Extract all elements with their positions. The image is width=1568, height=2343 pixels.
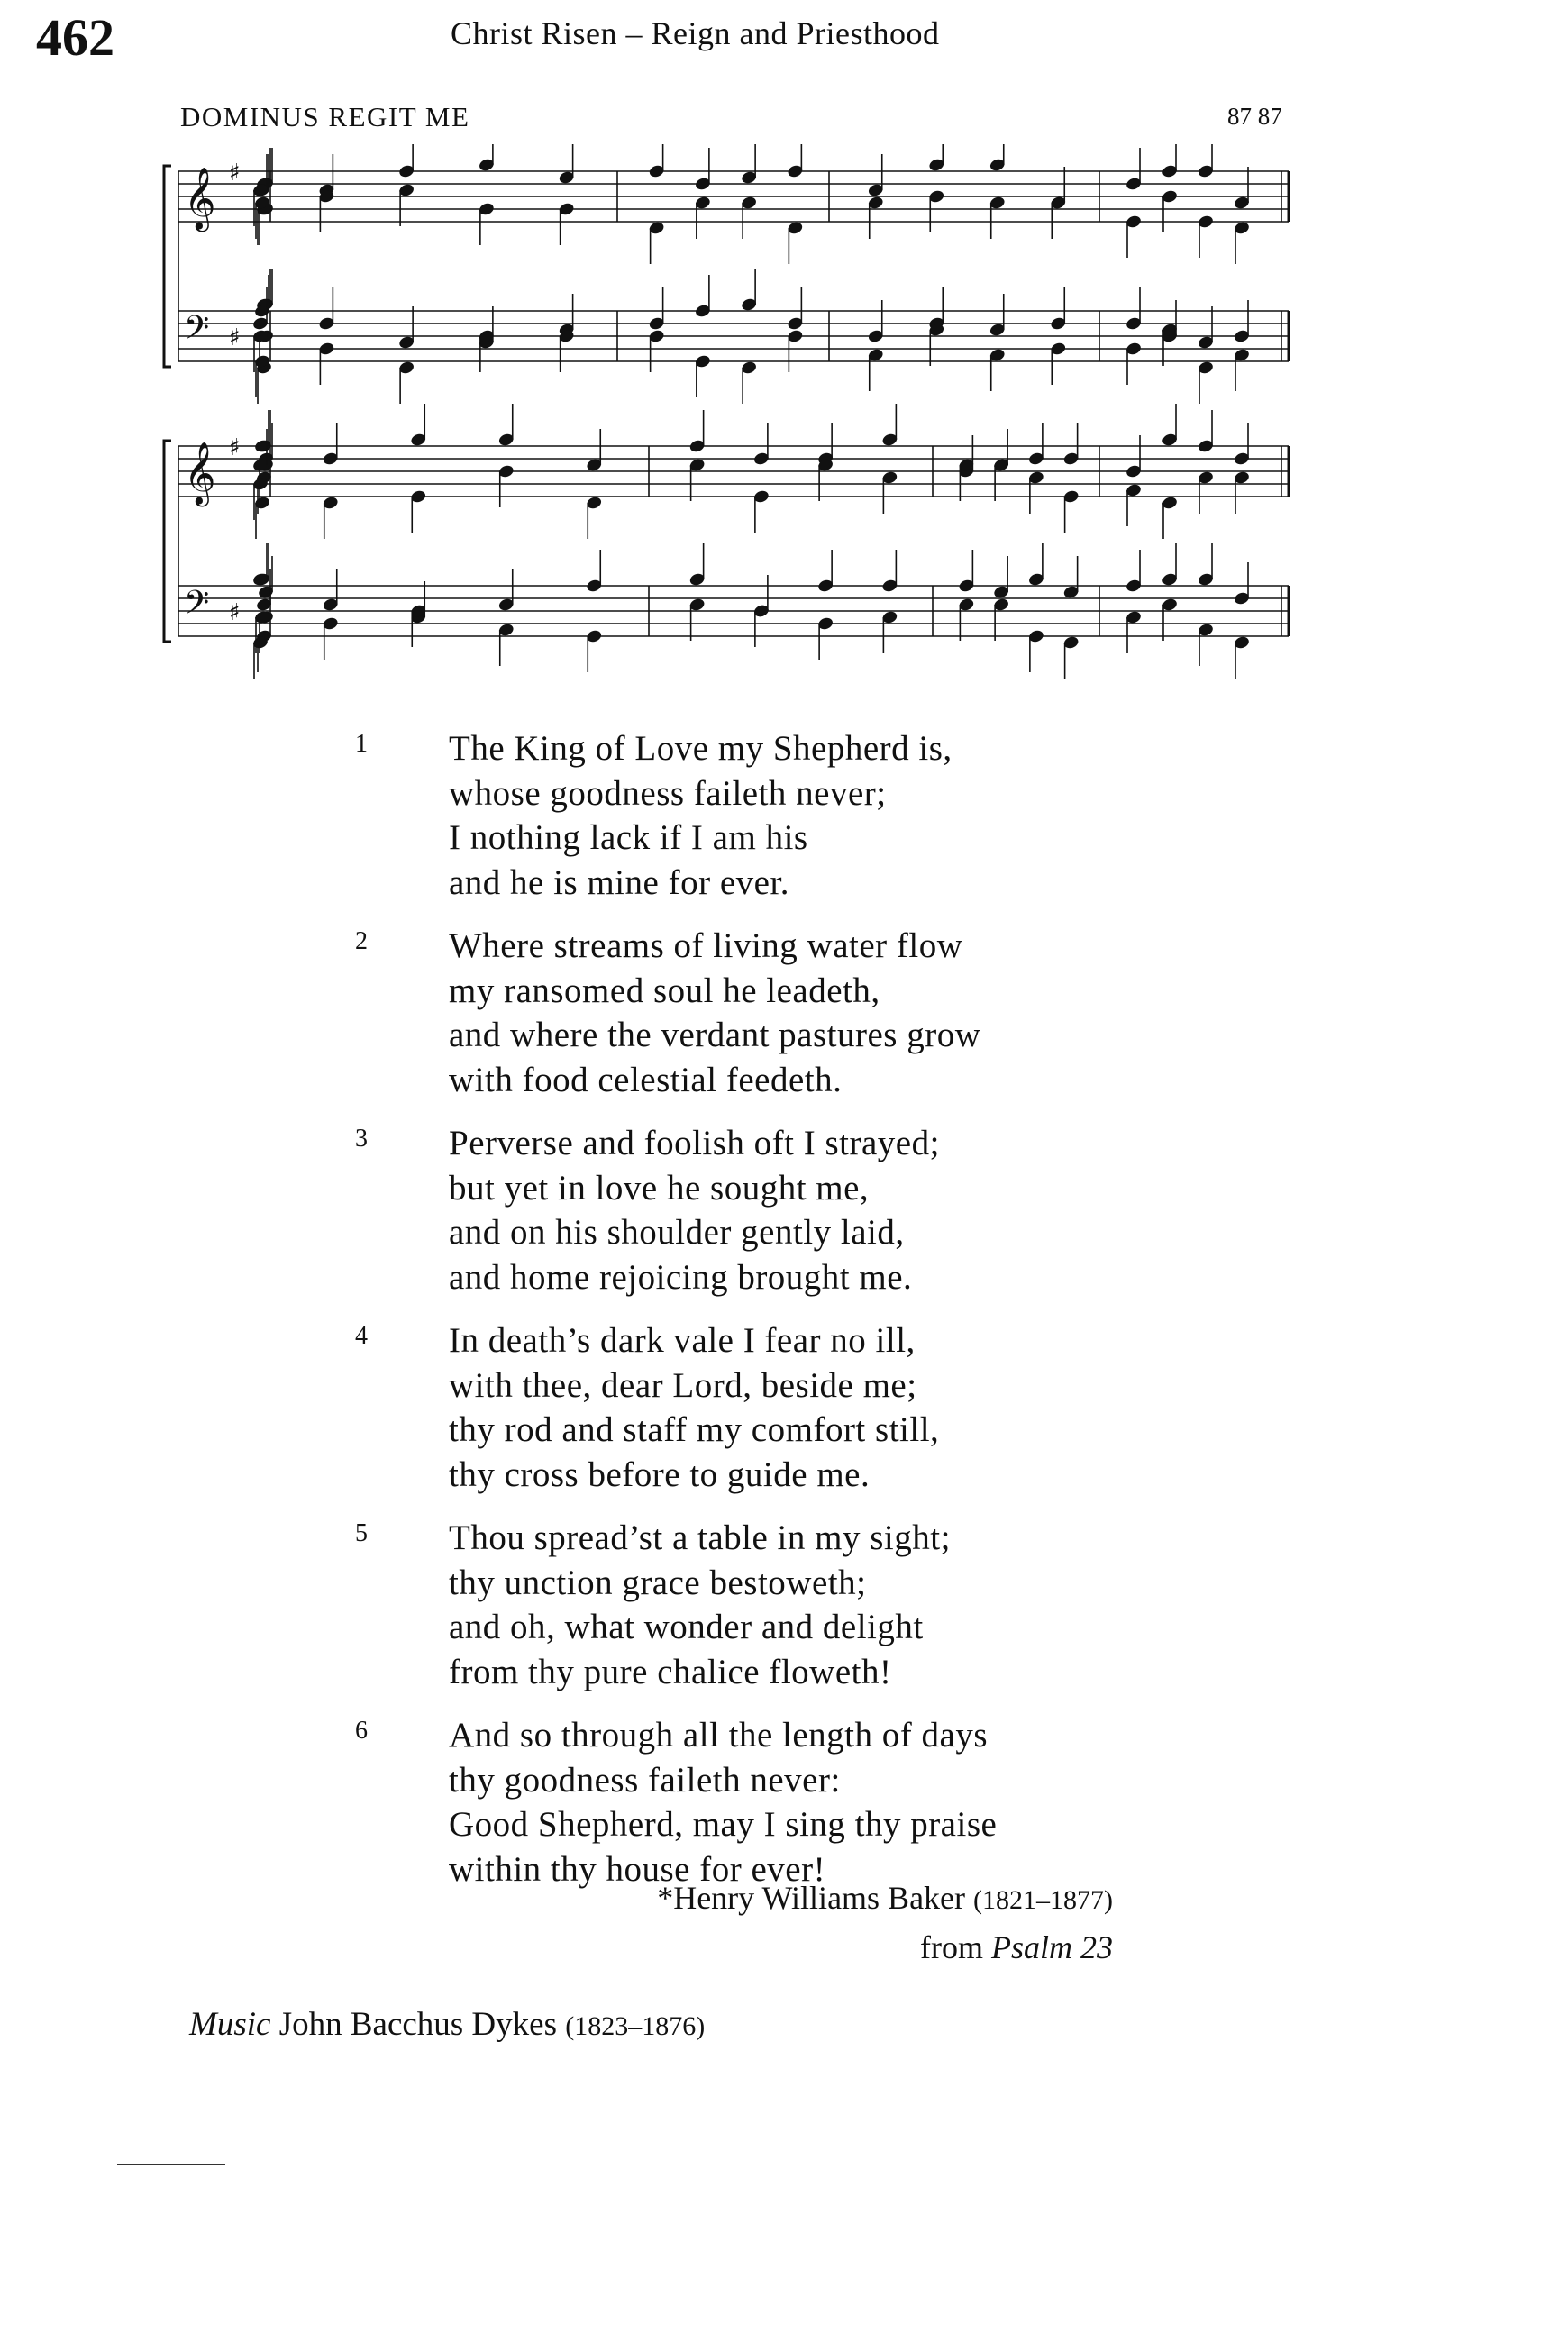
verse: [342, 1516, 1208, 1694]
verse: [342, 726, 1208, 905]
verse-line: but yet in love he sought me,: [449, 1168, 870, 1208]
sharp-icon: ♯: [229, 324, 241, 351]
running-title: Christ Risen – Reign and Priesthood: [451, 15, 940, 51]
verse-number: 3: [355, 1125, 368, 1153]
verse-line: thy unction grace bestoweth;: [449, 1563, 867, 1602]
footnote-rule: [117, 2164, 225, 2165]
verse-number: 6: [355, 1717, 368, 1745]
verse-line: and where the verdant pastures grow: [449, 1016, 981, 1054]
author-dates: (1821–1877): [973, 1885, 1113, 1915]
verse-line: thy cross before to guide me.: [449, 1454, 871, 1494]
verse-line: my ransomed soul he leadeth,: [449, 971, 880, 1010]
verses: [342, 726, 1208, 1910]
verse-line: Thou spread’st a table in my sight;: [449, 1518, 951, 1557]
verse-line: whose goodness faileth never;: [449, 773, 887, 813]
verse-line: I nothing lack if I am his: [449, 818, 808, 857]
verse: [342, 1318, 1208, 1497]
verse-line: and home rejoicing brought me.: [449, 1257, 913, 1297]
verse-line: Good Shepherd, may I sing thy praise: [449, 1805, 998, 1844]
verse-number: 5: [355, 1519, 368, 1547]
sharp-icon: ♯: [229, 599, 241, 626]
music-score: [162, 144, 1307, 703]
verse-line: within thy house for ever!: [449, 1849, 826, 1889]
composer-dates: (1823–1876): [565, 2011, 706, 2041]
treble-clef-icon: 𝄞: [184, 167, 216, 230]
hymn-number: 462: [36, 8, 114, 67]
verse-number: 1: [355, 730, 368, 758]
sharp-icon: ♯: [229, 434, 241, 461]
tune-name: DOMINUS REGIT ME: [180, 101, 470, 132]
verse-line: and he is mine for ever.: [449, 862, 790, 902]
verse-line: and on his shoulder gently laid,: [449, 1213, 905, 1252]
composer-name: John Bacchus Dykes: [278, 2006, 557, 2043]
bass-clef-icon: 𝄢: [184, 584, 210, 630]
score-systems: [164, 144, 1289, 679]
verse-line: with food celestial feedeth.: [449, 1060, 843, 1099]
source-prefix: from: [920, 1929, 983, 1965]
author-name: *Henry Williams Baker: [657, 1880, 966, 1916]
words-credit: [518, 1874, 1113, 1971]
system-bracket: [164, 441, 171, 642]
source-title: Psalm 23: [991, 1929, 1113, 1965]
verse-line: Perverse and foolish oft I strayed;: [449, 1124, 940, 1162]
sharp-icon: ♯: [229, 160, 241, 187]
verse-line: thy rod and staff my comfort still,: [449, 1410, 940, 1449]
system-bracket: [164, 166, 171, 367]
music-label: Music: [189, 2006, 271, 2043]
verse-line: thy goodness faileth never:: [449, 1760, 841, 1800]
verse-line: The King of Love my Shepherd is,: [449, 729, 953, 768]
verse-line: And so through all the length of days: [449, 1716, 988, 1755]
verse-line: Where streams of living water flow: [449, 926, 963, 965]
verse-line: with thee, dear Lord, beside me;: [449, 1365, 917, 1405]
verse-number: 2: [355, 927, 368, 955]
verse-number: 4: [355, 1322, 368, 1350]
verse: [342, 1713, 1208, 1892]
verse-line: In death’s dark vale I fear no ill,: [449, 1321, 916, 1360]
meter: 87 87: [1227, 103, 1282, 130]
verse-line: from thy pure chalice floweth!: [449, 1652, 892, 1691]
treble-clef-icon: 𝄞: [184, 442, 216, 505]
verse: [342, 924, 1208, 1102]
bass-clef-icon: 𝄢: [184, 309, 210, 355]
verse: [342, 1121, 1208, 1299]
music-credit: [189, 2005, 705, 2044]
verse-line: and oh, what wonder and delight: [449, 1608, 924, 1646]
